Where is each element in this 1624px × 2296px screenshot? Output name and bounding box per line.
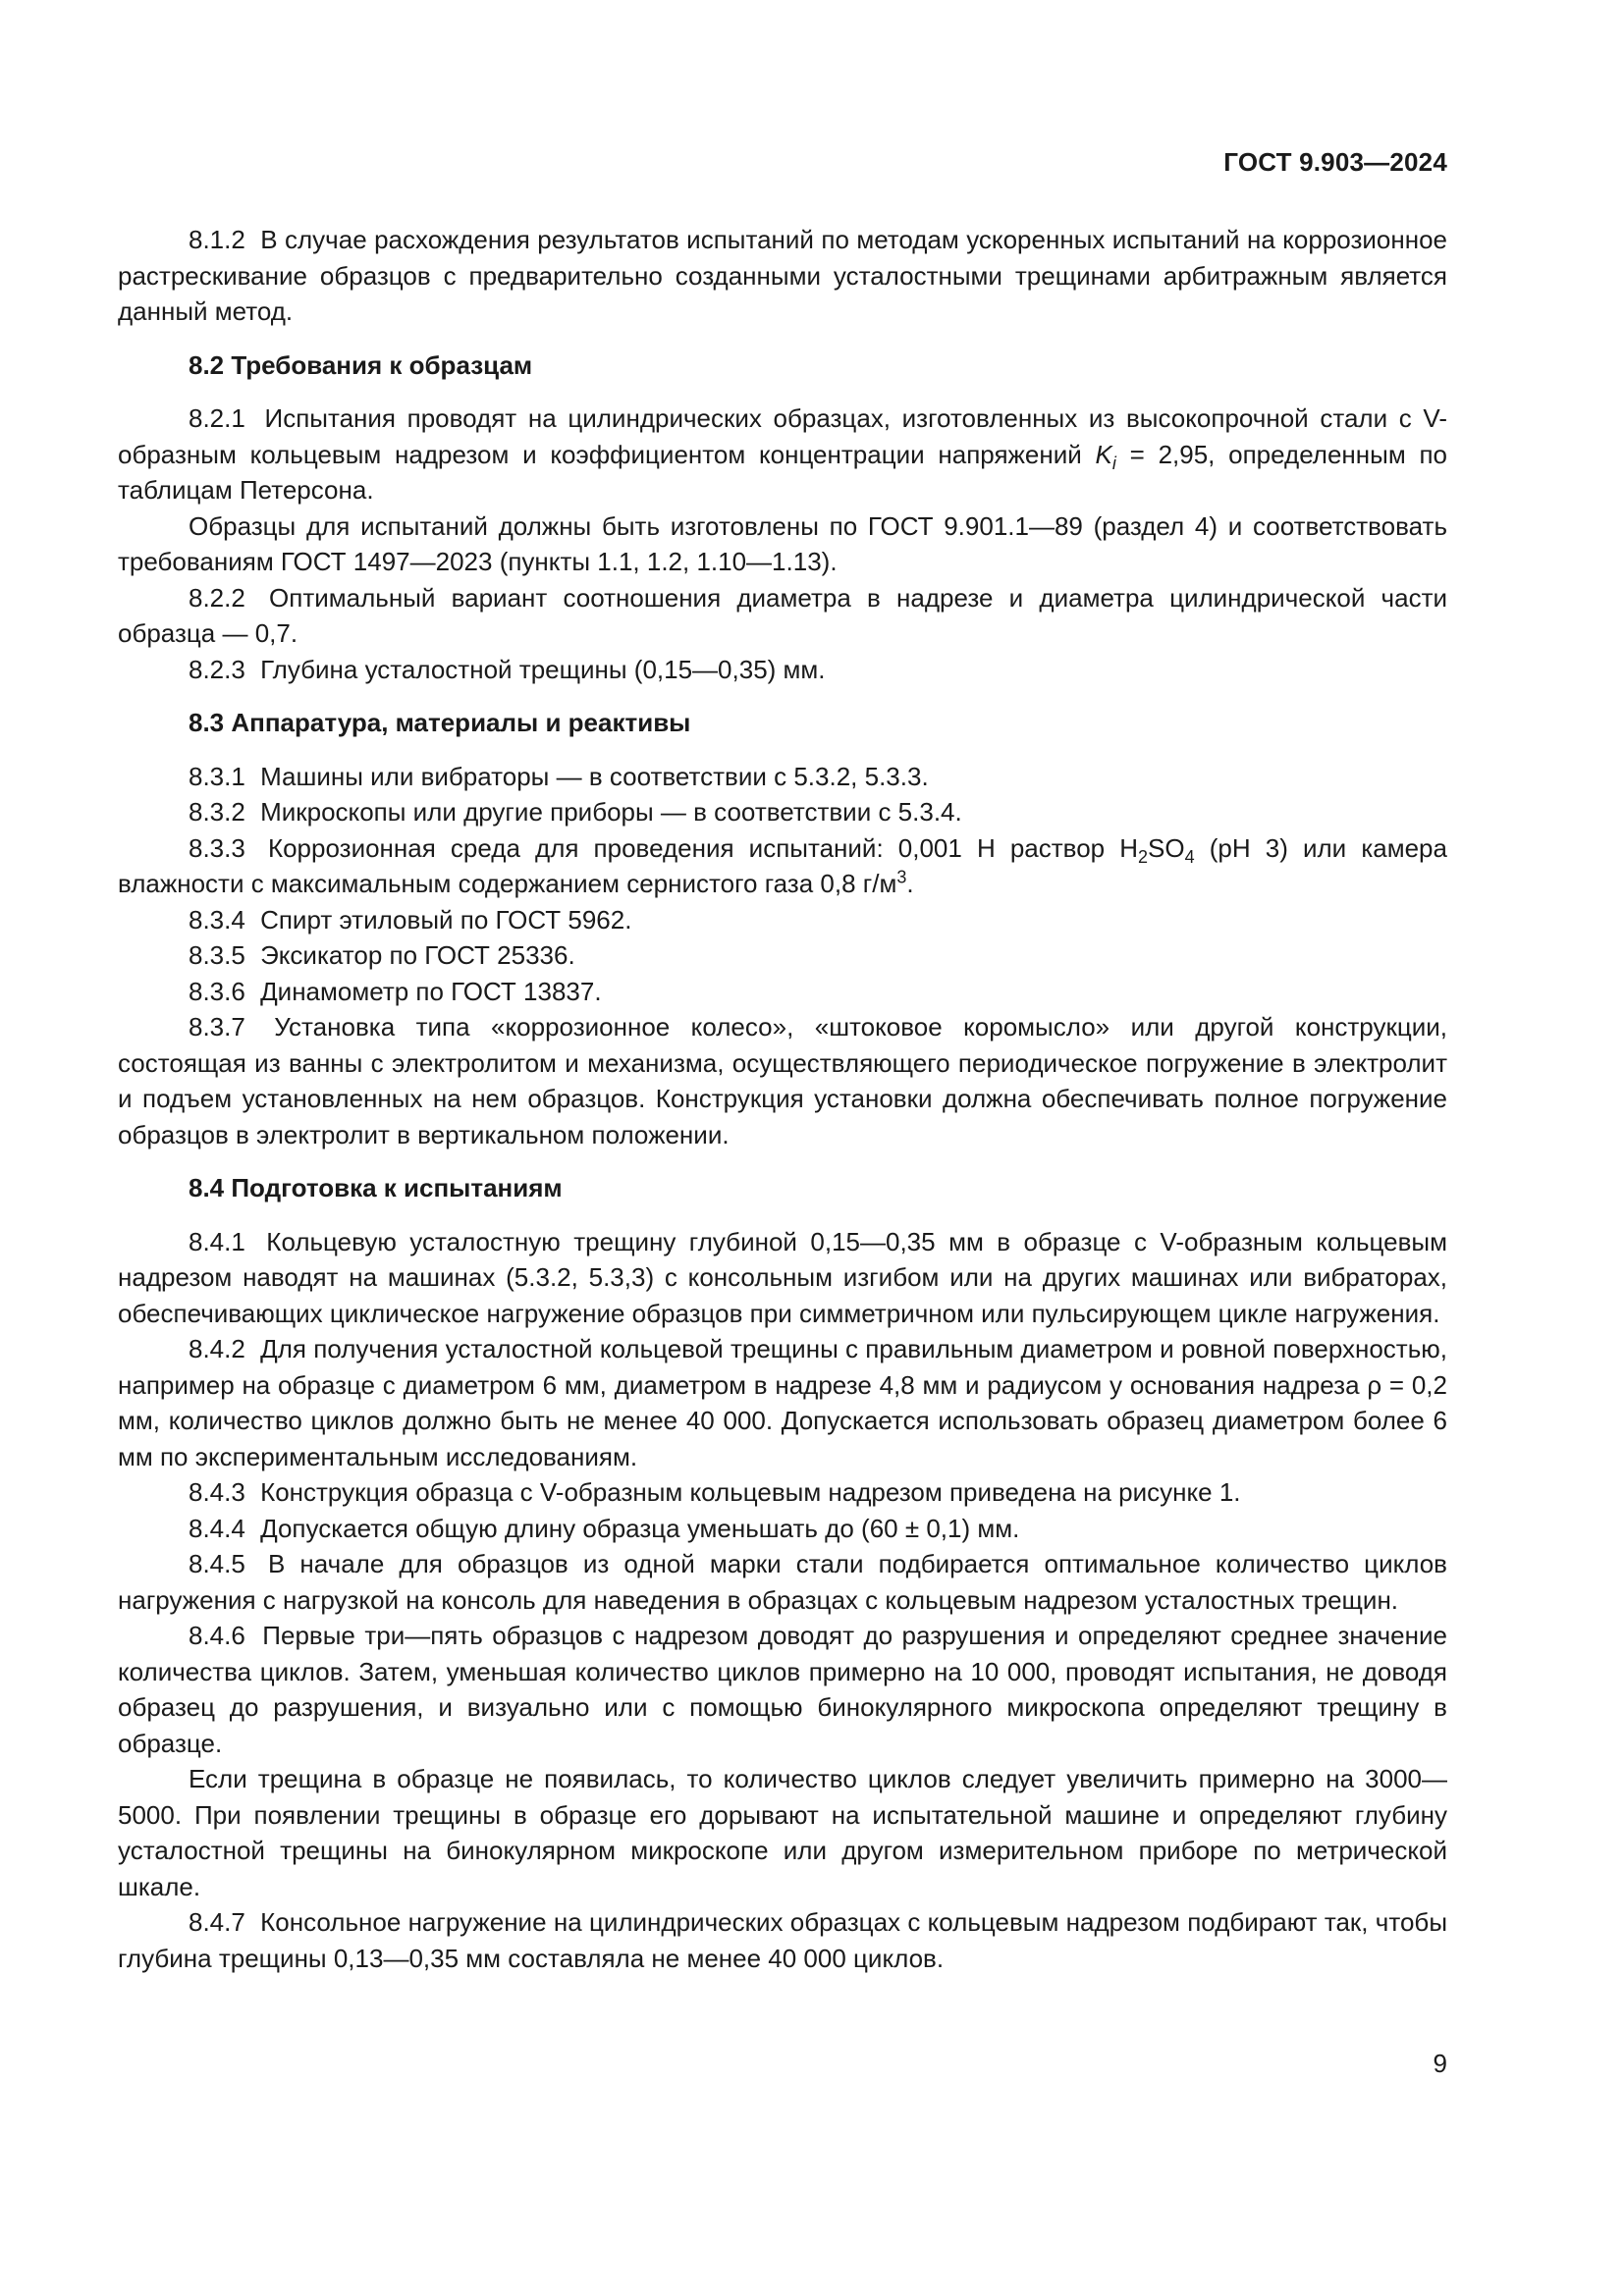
section-heading-8-4: 8.4 Подготовка к испытаниям bbox=[189, 1173, 563, 1202]
paragraph-8-2-1 bbox=[118, 400, 1447, 508]
clause-text: Оптимальный вариант соотношения диаметра в надрезе и диаметра цилиндрической части образца — 0,7. bbox=[118, 582, 1447, 648]
clause-number: 8.3.1 bbox=[189, 761, 245, 791]
clause-number: 8.3.6 bbox=[189, 976, 245, 1006]
clause-number: 8.4.7 bbox=[189, 1907, 245, 1937]
document-body bbox=[118, 222, 1447, 1976]
clause-number: 8.2.1 bbox=[189, 403, 245, 433]
clause-text: Динамометр по ГОСТ 13837. bbox=[260, 976, 602, 1006]
paragraph-8-4-4 bbox=[118, 1511, 1447, 1547]
clause-number: 8.4.3 bbox=[189, 1477, 245, 1507]
paragraph-8-3-2 bbox=[118, 794, 1447, 830]
paragraph-8-2-1-cont bbox=[118, 508, 1447, 580]
clause-text: Машины или вибраторы — в соответствии с 5.3.2, 5.3.3. bbox=[260, 761, 929, 791]
clause-number: 8.3.7 bbox=[189, 1012, 245, 1041]
clause-number: 8.3.4 bbox=[189, 904, 245, 934]
paragraph-8-4-6-cont bbox=[118, 1761, 1447, 1904]
clause-text: Глубина усталостной трещины (0,15—0,35) мм. bbox=[260, 654, 826, 684]
clause-number: 8.4.6 bbox=[189, 1621, 245, 1650]
paragraph-8-4-3 bbox=[118, 1474, 1447, 1511]
clause-text: Образцы для испытаний должны быть изготовлены по ГОСТ 9.901.1—89 (раздел 4) и соответствовать требованиям ГОСТ 1497—2023 (пункты 1.1, 1.2, 1.10—1.13). bbox=[118, 510, 1447, 576]
superscript: 3 bbox=[896, 867, 907, 887]
paragraph-8-2-3 bbox=[118, 652, 1447, 688]
clause-number: 8.4.5 bbox=[189, 1549, 245, 1578]
clause-number: 8.2.3 bbox=[189, 654, 245, 684]
clause-text: В случае расхождения результатов испытаний по методам ускоренных испытаний на коррозионное растрескивание образцов с предварительно созданными усталостными трещинами арбитражным является данный метод. bbox=[118, 225, 1447, 326]
clause-text: Если трещина в образце не появилась, то количество циклов следует увеличить примерно на 3000—5000. При появлении трещины в образце его дорывают на испытательной машине и определяют глубину усталостной трещины на бинокулярном микроскопе или другом измерительном приборе по метрической шкале. bbox=[118, 1764, 1447, 1901]
clause-text: Коррозионная среда для проведения испытаний: 0,001 Н раствор H bbox=[267, 832, 1139, 863]
paragraph-8-1-2 bbox=[118, 222, 1447, 330]
paragraph-8-3-5 bbox=[118, 937, 1447, 974]
paragraph-8-4-2 bbox=[118, 1331, 1447, 1474]
subscript: 4 bbox=[1184, 846, 1195, 867]
paragraph-8-3-7 bbox=[118, 1009, 1447, 1152]
subscript: 2 bbox=[1138, 846, 1149, 867]
clause-text: Допускается общую длину образца уменьшать до (60 ± 0,1) мм. bbox=[260, 1513, 1020, 1543]
paragraph-8-3-6 bbox=[118, 974, 1447, 1010]
clause-end: . bbox=[906, 869, 914, 898]
clause-number: 8.4.2 bbox=[189, 1334, 245, 1363]
section-heading-8-3: 8.3 Аппаратура, материалы и реактивы bbox=[189, 708, 691, 737]
clause-text: Микроскопы или другие приборы — в соответствии с 5.3.4. bbox=[260, 797, 962, 827]
clause-text: Спирт этиловый по ГОСТ 5962. bbox=[260, 904, 632, 934]
paragraph-8-2-2 bbox=[118, 580, 1447, 652]
clause-text: Эксикатор по ГОСТ 25336. bbox=[260, 940, 575, 970]
coefficient-subscript: i bbox=[1111, 453, 1116, 473]
clause-text: Первые три—пять образцов с надрезом доводят до разрушения и определяют среднее значение количества циклов. Затем, уменьшая количество циклов примерно на 10 000, проводят испытания, не доводя образец до разрушения, и визуально или с помощью бинокулярного микроскопа определяют трещину в образце. bbox=[118, 1621, 1447, 1758]
clause-text: Установка типа «коррозионное колесо», «штоковое коромысло» или другой конструкции, состоящая из ванны с электролитом и механизма, осуществляющего периодическое погружение в электролит и подъем установленных на нем образцов. Конструкция установки должна обеспечивать полное погружение образцов в электролит в вертикальном положении. bbox=[118, 1012, 1447, 1149]
paragraph-8-3-4 bbox=[118, 902, 1447, 938]
clause-text: Для получения усталостной кольцевой трещины с правильным диаметром и ровной поверхностью, например на образце с диаметром 6 мм, диаметром в надрезе 4,8 мм и радиусом у основания надреза ρ = 0,2 мм, количество циклов должно быть не менее 40 000. Допускается использовать образец диаметром более 6 мм по экспериментальным исследованиям. bbox=[118, 1334, 1447, 1471]
clause-text-continued: (pH 3) или камера влажности с максимальным содержанием сернистого газа 0,8 г/м bbox=[118, 832, 1447, 898]
paragraph-8-4-6 bbox=[118, 1618, 1447, 1761]
clause-number: 8.3.2 bbox=[189, 797, 245, 827]
coefficient-symbol: K bbox=[1095, 439, 1112, 469]
paragraph-8-4-5 bbox=[118, 1546, 1447, 1618]
clause-text: В начале для образцов из одной марки стали подбирается оптимальное количество циклов нагружения с нагрузкой на консоль для наведения в образцах с кольцевым надрезом усталостных трещин. bbox=[118, 1549, 1447, 1615]
page-number: 9 bbox=[1433, 2049, 1447, 2078]
clause-number: 8.4.4 bbox=[189, 1513, 245, 1543]
clause-text: Кольцевую усталостную трещину глубиной 0,15—0,35 мм в образце с V-образным кольцевым надрезом наводят на машинах (5.3.2, 5.3,3) с консольным изгибом или на других машинах или вибраторах, обеспечивающих циклическое нагружение образцов при симметричном или пульсирующем цикле нагружения. bbox=[118, 1226, 1447, 1328]
paragraph-8-3-1 bbox=[118, 759, 1447, 795]
clause-text: Испытания проводят на цилиндрических образцах, изготовленных из высокопрочной стали с V-образным кольцевым надрезом и коэффициентом концентрации напряжений bbox=[118, 403, 1447, 469]
clause-text: Консольное нагружение на цилиндрических образцах с кольцевым надрезом подбирают так, чтобы глубина трещины 0,13—0,35 мм составляла не менее 40 000 циклов. bbox=[118, 1907, 1448, 1973]
document-code: ГОСТ 9.903—2024 bbox=[1223, 147, 1447, 177]
paragraph-8-4-7 bbox=[118, 1904, 1447, 1976]
formula-part: SO bbox=[1148, 832, 1185, 863]
clause-number: 8.4.1 bbox=[189, 1226, 245, 1256]
clause-number: 8.2.2 bbox=[189, 582, 245, 613]
clause-text: Конструкция образца с V-образным кольцевым надрезом приведена на рисунке 1. bbox=[260, 1477, 1241, 1507]
paragraph-8-3-3 bbox=[118, 830, 1447, 902]
clause-number: 8.3.3 bbox=[189, 832, 245, 863]
clause-text-continued: = 2,95, определенным по таблицам Петерсона. bbox=[118, 439, 1447, 505]
section-heading-8-2: 8.2 Требования к образцам bbox=[189, 349, 533, 380]
paragraph-8-4-1 bbox=[118, 1224, 1447, 1332]
clause-number: 8.3.5 bbox=[189, 940, 245, 970]
clause-number: 8.1.2 bbox=[189, 225, 245, 254]
